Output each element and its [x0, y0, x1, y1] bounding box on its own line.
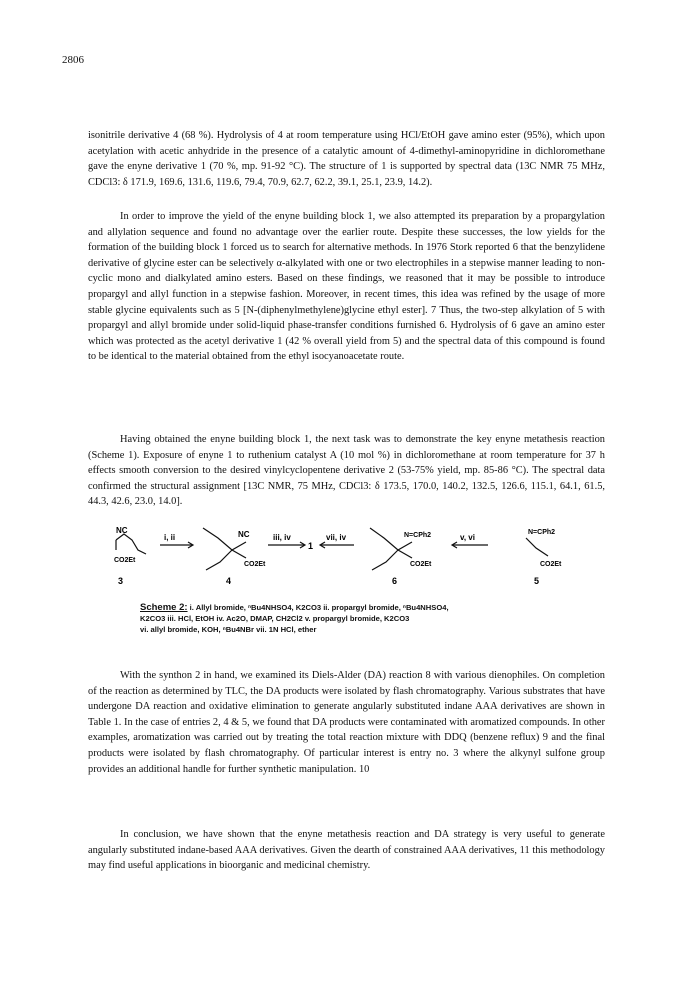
label-co2et-6: CO2Et [410, 561, 432, 568]
scheme-caption [140, 602, 610, 635]
paragraph-2: In order to improve the yield of the enyne building block 1, we also attempted its preparation by a propargylation and allylation sequence and found no advantage over the earlier route. Despite these successes, the low yields for the formation of the building block 1 forced us to search for alternative methods. In 1976 Stork reported 6 that the benzylidene derivative of glycine ester can be selectively α-alkylated with one or two electrophiles in a stepwise manner leading to non-cyclic mono and dialkylated amino esters. Based on these findings, we reasoned that it may be possible to introduce propargyl and allyl function in a stepwise fashion. Moreover, in recent times, this idea was refined by the usage of more stable glycine equivalents such as 5 [N-(diphenylmethylene)glycine ethyl ester]. 7 Thus, the two-step alkylation of 5 with propargyl and allyl bromide under solid-liquid phase-transfer conditions furnished 6. Hydrolysis of 6 gave an amino ester which was protected as the acetyl derivative 1 (42 % overall yield from 5) and the spectral data of this compound is found to be identical to the material obtained from the ethyl isocyanoacetate route. [88, 211, 605, 363]
label-nc-4: NC [238, 530, 250, 539]
compound-5-label: 5 [534, 576, 540, 586]
label-ncph2-6: N=CPh2 [404, 532, 432, 539]
page-number: 2806 [62, 54, 84, 66]
compound-3-label: 3 [118, 576, 124, 586]
compound-1-label: 1 [308, 541, 314, 551]
step-iii-iv: iii, iv [273, 533, 291, 542]
step-vii-iv: vii, iv [326, 533, 347, 542]
compound-4-label: 4 [226, 576, 232, 586]
scheme-2-diagram [108, 522, 608, 592]
step-v-vi: v, vi [460, 533, 475, 542]
paragraph-1: isonitrile derivative 4 (68 %). Hydrolysis of 4 at room temperature using HCl/EtOH gave amino ester (95%), which upon acetylation with acetic anhydride in the presence of a catalytic amount of 4-dimethyl-aminopyridine in dichloromethane gave the enyne derivative 1 (70 %, mp. 91-92 °C). The structure of 1 is supported by spectral data (13C NMR 75 MHz, CDCl3: δ 171.9, 169.6, 131.6, 119.6, 79.4, 70.9, 62.7, 62.2, 39.1, 25.1, 23.9, 14.2). [88, 130, 605, 188]
label-co2et-4: CO2Et [244, 561, 266, 568]
label-nc-3: NC [116, 526, 128, 535]
label-co2et-3: CO2Et [114, 557, 136, 564]
caption-line-2: K2CO3 iii. HCl, EtOH iv. Ac2O, DMAP, CH2Cl2 v. propargyl bromide, K2CO3 [140, 614, 410, 623]
step-i-ii: i, ii [164, 533, 176, 542]
caption-line-1: i. Allyl bromide, ⁿBu4NHSO4, K2CO3 ii. propargyl bromide, ⁿBu4NHSO4, [189, 603, 449, 612]
paragraph-4: With the synthon 2 in hand, we examined its Diels-Alder (DA) reaction 8 with various dienophiles. On completion of the reaction as determined by TLC, the DA products were isolated by flash chromatography. Various substrates that have undergone DA reaction and oxidative elimination to generate angularly substituted indane AAA derivatives are shown in Table 1. In the case of entries 2, 4 & 5, we found that DA products were contaminated with aromatized compounds. In other examples, aromatization was carried out by treating the total reaction mixture with DDQ (benzene reflux) 9 and the final products were isolated by flash chromatography. Of particular interest is entry no. 3 where the alkynyl sulfone group provides an additional handle for further synthetic manipulation. 10 [88, 670, 605, 775]
label-ncph2-5: N=CPh2 [528, 529, 556, 536]
scheme-title: Scheme 2: [140, 602, 188, 613]
compound-6-label: 6 [392, 576, 398, 586]
label-co2et-5: CO2Et [540, 561, 562, 568]
paragraph-5: In conclusion, we have shown that the enyne metathesis reaction and DA strategy is very useful to generate angularly substituted indane-based AAA derivatives. Given the dearth of constrained AAA derivatives, 11 this methodology may find useful applications in bioorganic and medicinal chemistry. [88, 829, 605, 872]
caption-line-3: vi. allyl bromide, KOH, ⁿBu4NBr vii. 1N HCl, ether [140, 625, 317, 634]
paragraph-3: Having obtained the enyne building block 1, the next task was to demonstrate the key enyne metathesis reaction (Scheme 1). Exposure of enyne 1 to ruthenium catalyst A (10 mol %) in dichloromethane at room temperature for 37 h effects smooth conversion to the desired vinylcyclopentene derivative 2 (53-75% yield, mp. 85-86 °C). The spectral data confirmed the structural assignment [13C NMR, 75 MHz, CDCl3: δ 173.5, 170.0, 140.2, 132.5, 126.6, 115.1, 64.1, 61.5, 44.3, 42.6, 23.0, 14.0]. [88, 434, 605, 508]
